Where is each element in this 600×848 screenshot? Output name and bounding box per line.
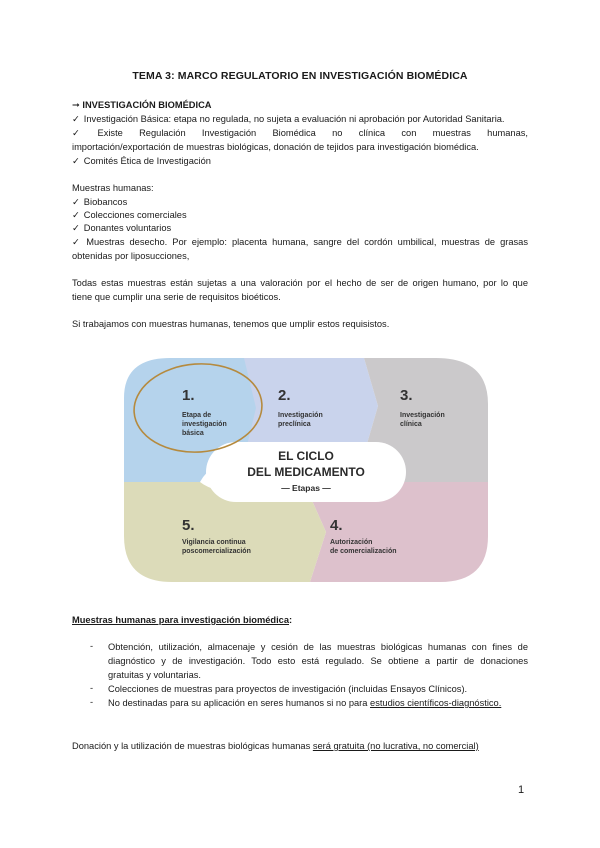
page-title: TEMA 3: MARCO REGULATORIO EN INVESTIGACIÓN BIOMÉDICA: [132, 70, 468, 82]
section-heading: [72, 614, 292, 628]
bullet-item: Colecciones de muestras para proyectos de investigación (incluidas Ensayos Clínicos).: [108, 684, 468, 694]
paragraph-line: Todas estas muestras están sujetas a una valoración por el hecho de ser de origen humano, por lo que: [72, 278, 528, 288]
list-item: ✓ Donantes voluntarios: [72, 222, 171, 236]
bullet-dash: -: [90, 641, 94, 651]
page-number: 1: [518, 784, 525, 796]
stage-4-label: de comercialización: [330, 548, 397, 555]
bullet-item: Obtención, utilización, almacenaje y cesión de las muestras biológicas humanas con fines de: [108, 642, 528, 652]
stage-3-label: Investigación: [400, 412, 445, 419]
stage-4-number: 4.: [330, 517, 343, 534]
final-paragraph: [72, 740, 479, 754]
bullet-item-underlined: estudios científicos-diagnóstico.: [370, 698, 502, 708]
final-underlined: será gratuita (no lucrativa, no comercial): [312, 741, 479, 751]
bullet-dash: -: [90, 697, 94, 707]
section-heading-text: Muestras humanas para investigación biomédica: [72, 615, 289, 625]
stage-1-label: Etapa de: [182, 412, 212, 419]
list-item: ✓ Muestras desecho. Por ejemplo: placenta humana, sangre del cordón umbilical, muestras de grasas: [72, 236, 528, 250]
stage-1-label: básica: [182, 430, 204, 437]
bullet-item-continuation: gratuitas y voluntarias.: [108, 670, 202, 680]
samples-heading: Muestras humanas:: [72, 183, 154, 193]
list-item: ✓ Colecciones comerciales: [72, 209, 187, 223]
stage-3-number: 3.: [400, 387, 413, 404]
bullet-item: [108, 697, 501, 711]
list-item-continuation: importación/exportación de muestras biológicas, donación de tejidos para investigación biomédica.: [72, 142, 479, 152]
stage-5-label: Vigilancia continua: [182, 539, 246, 546]
center-title-line1: EL CICLO: [278, 449, 334, 463]
drug-cycle-diagram: [110, 356, 492, 584]
list-item-continuation: obtenidas por liposucciones,: [72, 251, 190, 261]
final-text: Donación y la utilización de muestras biológicas humanas: [72, 741, 313, 751]
section-heading: ➞ INVESTIGACIÓN BIOMÉDICA: [72, 100, 212, 110]
bullet-dash: -: [90, 683, 94, 693]
list-item: ✓ Investigación Básica: etapa no regulada, no sujeta a evaluación ni aprobación por Autoridad Sanitaria.: [72, 113, 505, 127]
section-heading-colon: :: [289, 615, 293, 625]
paragraph: Si trabajamos con muestras humanas, tenemos que umplir estos requisistos.: [72, 319, 390, 329]
list-item: ✓ Biobancos: [72, 196, 127, 210]
paragraph-line: tiene que cumplir una serie de requisitos bioéticos.: [72, 292, 281, 302]
list-item: ✓ Comités Ética de Investigación: [72, 155, 211, 169]
center-subtitle: — Etapas —: [281, 483, 331, 493]
stage-5-number: 5.: [182, 517, 195, 534]
stage-5-label: poscomercialización: [182, 548, 251, 555]
stage-4-label: Autorización: [330, 539, 373, 546]
bullet-item-continuation: diagnóstico y de investigación. Todo esto está regulado. Se obtiene a partir de donaciones: [108, 656, 528, 666]
stage-1-number: 1.: [182, 387, 195, 404]
list-item: ✓ Existe Regulación Investigación Biomédica no clínica con muestras humanas,: [72, 127, 528, 141]
center-title-line2: DEL MEDICAMENTO: [247, 465, 365, 479]
stage-2-number: 2.: [278, 387, 291, 404]
stage-3-label: clínica: [400, 421, 422, 428]
stage-2-label: preclínica: [278, 421, 311, 428]
stage-1-label: investigación: [182, 421, 227, 428]
stage-2-label: Investigación: [278, 412, 323, 419]
bullet-item-text: No destinadas para su aplicación en seres humanos si no para: [108, 698, 371, 708]
